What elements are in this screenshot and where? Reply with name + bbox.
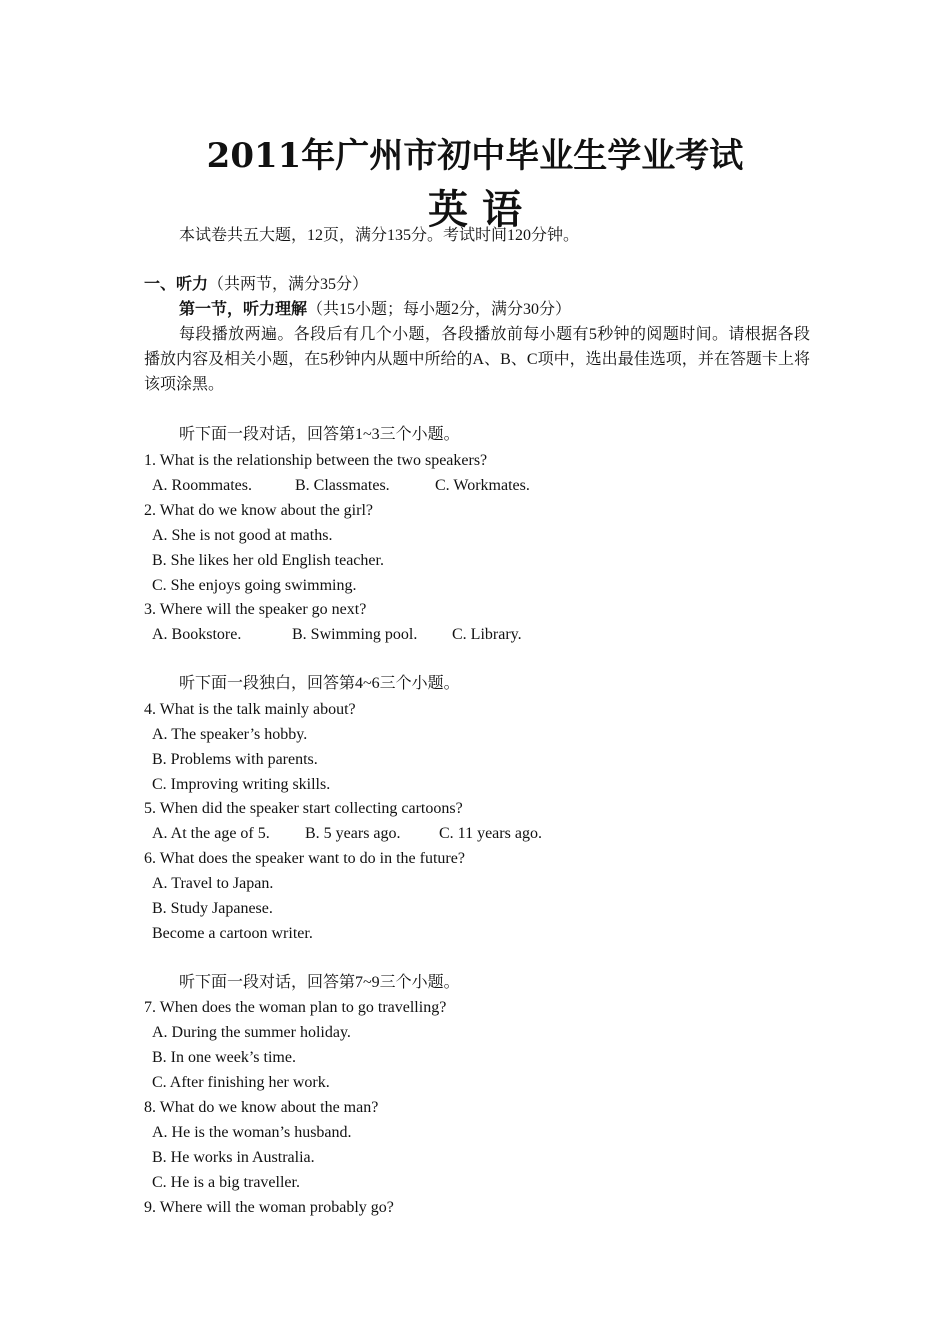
group-intro: 听下面一段对话，回答第7~9三个小题。 xyxy=(179,974,460,991)
question-2: 2. What do we know about the girl? xyxy=(144,502,373,519)
q4-option-a: A. The speaker’s hobby. xyxy=(152,726,308,743)
question-9: 9. Where will the woman probably go? xyxy=(144,1199,394,1216)
q3-option-a: A. Bookstore. xyxy=(152,626,242,643)
q8-option-c: C. He is a big traveller. xyxy=(152,1174,300,1191)
group-intro: 听下面一段对话，回答第1~3三个小题。 xyxy=(179,426,460,443)
question-8: 8. What do we know about the man? xyxy=(144,1099,379,1116)
q1-option-b: B. Classmates. xyxy=(295,477,390,494)
section1-heading-rest: （共15小题；每小题2分，满分30分） xyxy=(307,301,572,318)
q8-option-b: B. He works in Australia. xyxy=(152,1149,315,1166)
q3-option-c: C. Library. xyxy=(452,626,522,643)
question-5: 5. When did the speaker start collecting cartoons? xyxy=(144,800,463,817)
q7-option-a: A. During the summer holiday. xyxy=(152,1024,351,1041)
q6-option-a: A. Travel to Japan. xyxy=(152,875,274,892)
part1-heading-bold: 一、听力 xyxy=(144,276,209,293)
part1-heading-rest: （共两节，满分35分） xyxy=(208,276,369,293)
part1-heading xyxy=(144,275,368,295)
question-4: 4. What is the talk mainly about? xyxy=(144,701,356,718)
section1-heading xyxy=(179,300,571,320)
q5-option-b: B. 5 years ago. xyxy=(305,825,401,842)
exam-title: 2011年广州市初中毕业生学业考试 xyxy=(206,136,744,176)
q7-option-c: C. After finishing her work. xyxy=(152,1074,330,1091)
q4-option-c: C. Improving writing skills. xyxy=(152,776,331,793)
q6-option-c: Become a cartoon writer. xyxy=(152,925,313,942)
q2-option-c: C. She enjoys going swimming. xyxy=(152,577,357,594)
q7-option-b: B. In one week’s time. xyxy=(152,1049,296,1066)
q5-option-c: C. 11 years ago. xyxy=(439,825,542,842)
q6-option-b: B. Study Japanese. xyxy=(152,900,273,917)
question-1: 1. What is the relationship between the two speakers? xyxy=(144,452,488,469)
q4-option-b: B. Problems with parents. xyxy=(152,751,318,768)
q2-option-a: A. She is not good at maths. xyxy=(152,527,333,544)
q1-option-a: A. Roommates. xyxy=(152,477,252,494)
q1-option-c: C. Workmates. xyxy=(435,477,530,494)
q3-option-b: B. Swimming pool. xyxy=(292,626,418,643)
subject-title: 英 语 xyxy=(428,186,522,233)
question-3: 3. Where will the speaker go next? xyxy=(144,601,367,618)
q5-option-a: A. At the age of 5. xyxy=(152,825,270,842)
question-7: 7. When does the woman plan to go travelling? xyxy=(144,999,447,1016)
question-6: 6. What does the speaker want to do in the future? xyxy=(144,850,465,867)
listening-instructions: 每段播放两遍。各段后有几个小题，各段播放前每小题有5秒钟的阅题时间。请根据各段播放内容及相关小题，在5秒钟内从题中所给的A、B、C项中，选出最佳选项，并在答题卡上将该项涂黑。 xyxy=(144,326,810,393)
q2-option-b: B. She likes her old English teacher. xyxy=(152,552,384,569)
group-intro: 听下面一段独白，回答第4~6三个小题。 xyxy=(179,675,460,692)
section1-heading-bold: 第一节，听力理解 xyxy=(179,301,308,318)
q8-option-a: A. He is the woman’s husband. xyxy=(152,1124,352,1141)
exam-intro: 本试卷共五大题，12页，满分135分。考试时间120分钟。 xyxy=(179,227,580,244)
